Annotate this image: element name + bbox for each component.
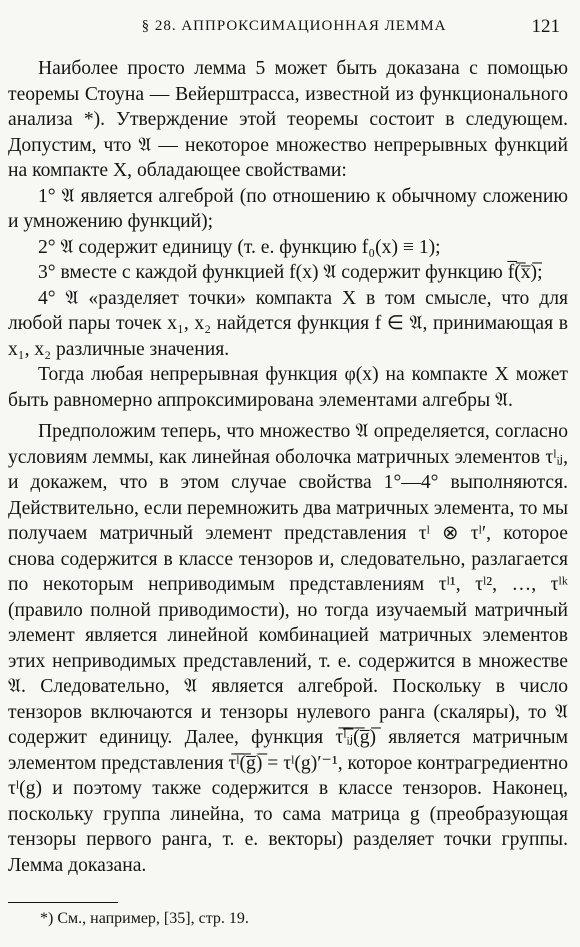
paragraph-intro: Наиболее просто лемма 5 может быть доказана с помощью теоремы Стоуна — Вейерштрасса, известной из функционального анализа *). Утверждение этой теоремы состоит в следующем. Допустим, что 𝔄 — некоторое множество непрерывных функций на компакте X, обладающее свойствами: <box>8 58 568 181</box>
page-header <box>20 12 568 48</box>
running-head: § 28. АППРОКСИМАЦИОННАЯ ЛЕММА <box>141 18 447 34</box>
property-3: 3° вместе с каждой функцией f(x) 𝔄 содержит функцию f̅(̅x̅)̅; <box>38 262 543 283</box>
property-4: 4° 𝔄 «разделяет точки» компакта X в том смысле, что для любой пары точек x₁, x₂ найдется функция f ∈ 𝔄, принимающая в x₁, x₂ различные значения. <box>8 287 568 360</box>
footnote: *) См., например, [35], стр. 19. <box>40 910 249 927</box>
page-number: 121 <box>531 16 560 37</box>
property-1: 1° 𝔄 является алгеброй (по отношению к обычному сложению и умножению функций); <box>8 185 568 232</box>
paragraph-conclusion: Тогда любая непрерывная функция φ(x) на компакте X может быть равномерно аппроксимирована элементами алгебры 𝔄. <box>8 364 568 411</box>
paragraph-proof: Предположим теперь, что множество 𝔄 определяется, согласно условиям леммы, как линейная оболочка матричных элементов τˡᵢⱼ, и докажем, что в этом случае свойства 1°—4° выполняются. Действительно, если перемножить два матричных элемента, то мы получаем матричный элемент представления τˡ ⊗ τˡ′, которое снова содержится в классе тензоров и, следовательно, разлагается по некоторым неприводимым представлениям τˡ¹, τˡ², …, τˡᵏ (правило полной приводимости), но тогда изучаемый матричный элемент является линейной комбинацией матричных элементов этих неприводимых представлений, т. е. содержится в множестве 𝔄. Следовательно, 𝔄 является алгеброй. Поскольку в число тензоров включаются и тензоры нулевого ранга (скаляры), то 𝔄 содержит единицу. Далее, функция τ̅ˡ̅ᵢ̅ⱼ̅(̅g̅)̅ является матричным элементом представления τ̅ˡ̅(̅g̅)̅ = τˡ(g)′⁻¹, которое контрагредиентно τˡ(g) и поэтому также содержится в классе тензоров. Наконец, поскольку группа линейна, то сама матрица g (преобразующая тензоры первого ранга, т. е. векторы) разделяет точки группы. Лемма доказана. <box>8 421 568 876</box>
footnote-rule <box>8 902 118 903</box>
body-text <box>8 56 568 878</box>
property-2: 2° 𝔄 содержит единицу (т. е. функцию f₀(x) ≡ 1); <box>38 236 441 258</box>
